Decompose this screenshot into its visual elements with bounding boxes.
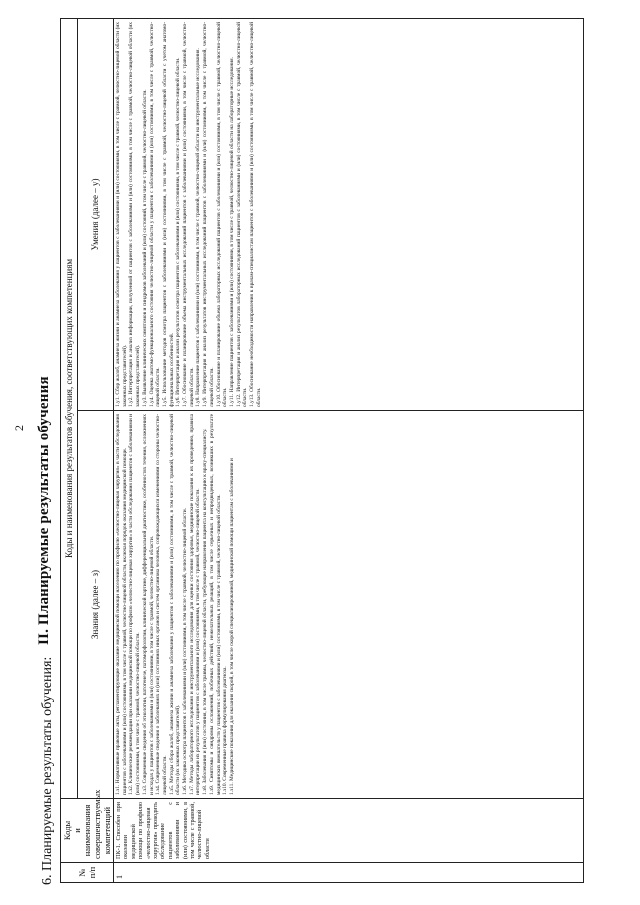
knowledge-item: 1.з11. Медицинские показания для оказания скорой, в том числе скорой специализированной, медицинской помощи пациентам с заболеваниями и <box>228 458 235 795</box>
skill-item: 1.у9. Интерпретация и анализ результатов инструментальных исследований пациентов с заболеваниями и (или) состояниями, в том числе с травмой, челюстно-лицевой области. <box>202 22 215 407</box>
knowledge-item: 1.з1. Нормативные правовые акты, регламентирующие оказание медицинской помощи населению по профилю «челюстно-лицевая хирургия» в части обследования пациентов с заболеваниями и (или) состояниями, в том числе с травмой, челюстно-лицевой области, включая порядок оказания медицинской помощи. <box>115 414 128 795</box>
header-row-2 <box>78 19 114 883</box>
knowledge-item: 1.з8. Заболевания и (или) состояния, в том числе травмы, челюстно-лицевой области, требующие направления пациента на консультацию к врачу-специалисту. <box>202 428 209 795</box>
skill-item: 1.у10. Обоснование и планирование объема лабораторных исследований пациентов с заболеваниями и (или) состояниями, в том числе с травмой, челюстно-лицевой области. <box>215 22 229 407</box>
knowledge-item: 1.з7. Методы лабораторного исследования и инструментального исследования для оценки состояния здоровья, медицинские показания к их проведению, правила интерпретации их результатов у пациентов с заболеваниями и (или) состояниями, в том числе с травмой, челюстно-лицевой области. <box>188 414 202 795</box>
skill-item: 1.у11. Направление пациентов с заболеваниями и (или) состояниями, в том числе с травмой, челюстно-лицевой области на лабораторные исследования. <box>228 57 235 407</box>
skill-item: 1.у8. Направление пациентов с заболеваниями и (или) состояниями, в том числе с травмой, челюстно-лицевой области на инструментальные исследования. <box>195 48 202 407</box>
section-title: II. Планируемые результаты обучения <box>36 376 52 645</box>
header-number: № п/п <box>61 863 114 883</box>
header-competency: Коды и наименования совершенствуемых компетенций <box>61 799 114 863</box>
skill-item: 1.у1. Сбор жалоб, анамнеза жизни и анамнеза заболевания у пациентов с заболеваниями и (или) состояниями, в том числе с травмой, челюстно-лицевой области (их законных представителей). <box>115 22 128 407</box>
knowledge-item: 1.з5. Методы сбора жалоб, анамнеза жизни и анамнеза заболевания у пациентов с заболеваниями и (или) состояниями, в том числе с травмой, челюстно-лицевой области (их законных представителей). <box>168 414 182 795</box>
header-results: Коды и наименования результатов обучения, соответствующих компетенциям <box>61 19 78 799</box>
knowledge-item: 1.з9. Симптомы и синдромы осложнений, побочных действий, нежелательных реакций, в том числе серьезных и непредвиденных, возникших в результате медицинских вмешательств у пациентов с заболеваниями и (или) состояниями, в том числе с травмой, челюстно-лицевой области. <box>208 414 222 795</box>
knowledge-item: 1.з4. Современные сведения о заболеваниях и (или) состояниях иных органов и систем организма человека, сопровождающихся изменениями со стороны челюстно-лицевой области. <box>155 414 168 795</box>
knowledge-item: 1.з10. Современные правила формулирования диагноза. <box>222 666 229 795</box>
skill-item: 1.у5. Использование методов осмотра пациентов с заболеваниями и (или) состояниями, в том числе с травмой, челюстно-лицевой области с учетом анатомо-функциональных особенностей. <box>161 22 175 407</box>
knowledge-item: 1.з2. Клинические рекомендации при оказании медицинской помощи по профилю «челюстно-лицевая хирургия» в части обследования пациентов с заболеваниями и (или) состояниями, в том числе с травмой, челюстно-лицевой области. <box>128 414 142 795</box>
skill-item: 1.у2. Интерпретация и анализ информации, полученной от пациентов с заболеваниями и (или) состояниями, в том числе с травмой, челюстно-лицевой области (их законных представителей). <box>128 22 142 407</box>
skill-item: 1.у13. Обоснование необходимости направления к врачам-специалистам пациентов с заболеваниями и (или) состояниями, в том числе с травмой, челюстно-лицевой области. <box>249 22 262 407</box>
skill-item: 1.у7. Обоснование и планирование объема инструментальных исследований пациентов с заболеваниями и (или) состояниями, в том числе с травмой, челюстно-лицевой области. <box>182 22 195 407</box>
skills-cell <box>114 19 584 411</box>
row-number: 1 <box>114 863 584 883</box>
page-number: 2 <box>12 425 26 431</box>
table-row <box>114 19 584 883</box>
knowledge-item: 1.з3. Современные сведения об этиологии, патогенезе, патоморфологии, клинической картине, дифференциальной диагностике, особенностях течения, осложнениях и исходах у пациентов с заболеваниями и (или) состояниями, в том числе с травмой, челюстно-лицевой области. <box>141 414 155 795</box>
skill-item: 1.у6. Интерпретация и анализ результатов осмотра пациентов с заболеваниями и (или) состояниями, в том числе с травмой, челюстно-лицевой области. <box>175 57 182 407</box>
results-table <box>60 18 584 883</box>
knowledge-item: 1.з6. Методика осмотра пациентов с заболеваниями и (или) состояниями, в том числе с травмой, челюстно-лицевой области. <box>182 508 189 795</box>
skill-item: 1.у3. Выявление клинических симптомов и синдромов заболеваний и (или) состояний, в том числе с травмой, челюстно-лицевой области. <box>141 89 148 407</box>
header-knowledge: Знания (далее – з) <box>78 411 114 799</box>
header-skills: Умения (далее – у) <box>78 19 114 411</box>
skill-item: 1.у12. Интерпретация и анализ результатов лабораторных исследований пациентов с заболеваниями и (или) состояниями, в том числе с травмой, челюстно-лицевой области. <box>235 22 249 407</box>
competency-cell: ПК-1. Способен при оказании медицинской помощи по профилю «челюстно-лицевая хирургия» проводить обследование пациентов с заболеваниями и (или) состояниями, в том числе с травмой, челюстно-лицевой области <box>114 799 584 863</box>
header-row-1 <box>61 19 78 883</box>
knowledge-cell <box>114 411 584 799</box>
skill-item: 1.у4. Оценка анатомо-функционального состояния челюстно-лицевой области у пациентов с заболеваниями и (или) состояниями, в том числе с травмой, челюстно-лицевой области. <box>148 22 162 407</box>
subsection-title: 6. Планируемые результаты обучения: <box>40 656 55 885</box>
